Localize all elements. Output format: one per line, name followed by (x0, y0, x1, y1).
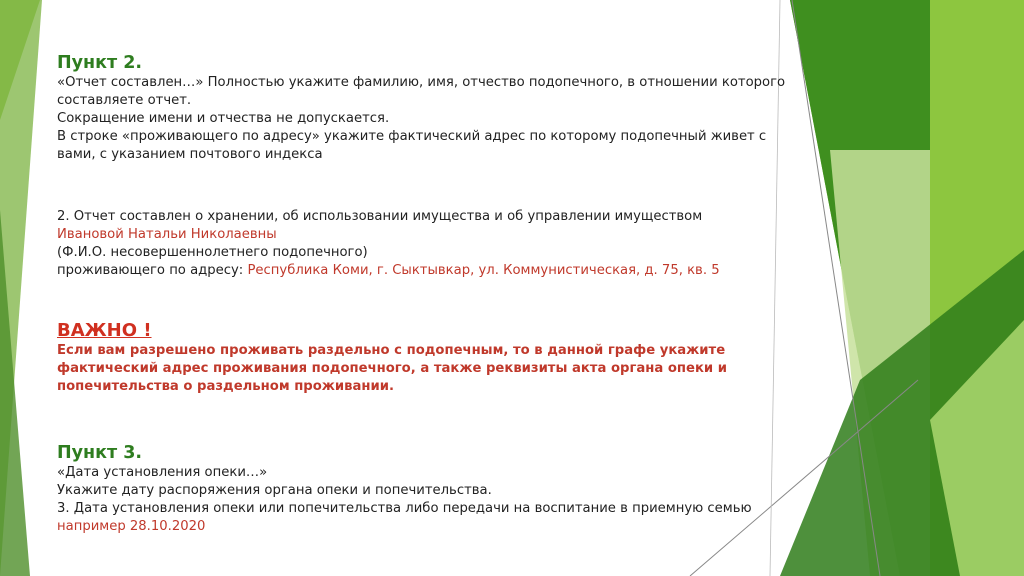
section2-line-1: «Дата установления опеки…» (57, 465, 268, 480)
slide-content (57, 52, 787, 536)
section1-line-2: составляете отчет. (57, 93, 192, 108)
example-line-1: 2. Отчет составлен о хранении, об использовании имущества и об управлении имуществом (57, 209, 703, 224)
section2-line-3: 3. Дата установления опеки или попечительства либо передачи на воспитание в приемную семью (57, 501, 752, 516)
important-title: ВАЖНО ! (57, 320, 152, 341)
section1-line-5: вами, с указанием почтового индекса (57, 147, 323, 162)
section2-heading: Пункт 3. (57, 443, 143, 463)
spacer (57, 396, 787, 442)
example-fio-caption: (Ф.И.О. несовершеннолетнего подопечного) (57, 245, 368, 260)
spacer (57, 280, 787, 320)
spacer (57, 164, 787, 208)
section1-line-4: В строке «проживающего по адресу» укажите фактический адрес по которому подопечный живет с (57, 129, 767, 144)
section2-line-2: Укажите дату распоряжения органа опеки и попечительства. (57, 483, 492, 498)
address-label: проживающего по адресу: (57, 263, 248, 278)
section2-partial-line: например 28.10.2020 (57, 519, 206, 534)
important-line-3: попечительства о раздельном проживании. (57, 379, 395, 394)
address-value: Республика Коми, г. Сыктывкар, ул. Коммунистическая, д. 75, кв. 5 (247, 263, 720, 278)
important-line-2: фактический адрес проживания подопечного, а также реквизиты акта органа опеки и (57, 361, 727, 376)
example-name: Ивановой Натальи Николаевны (57, 227, 277, 242)
example-address (57, 262, 787, 280)
section1-line-3: Сокращение имени и отчества не допускается. (57, 111, 390, 126)
section1-line-1: «Отчет составлен…» Полностью укажите фамилию, имя, отчество подопечного, в отношении которого (57, 75, 786, 90)
important-line-1: Если вам разрешено проживать раздельно с подопечным, то в данной графе укажите (57, 343, 726, 358)
section1-heading: Пункт 2. (57, 53, 143, 73)
